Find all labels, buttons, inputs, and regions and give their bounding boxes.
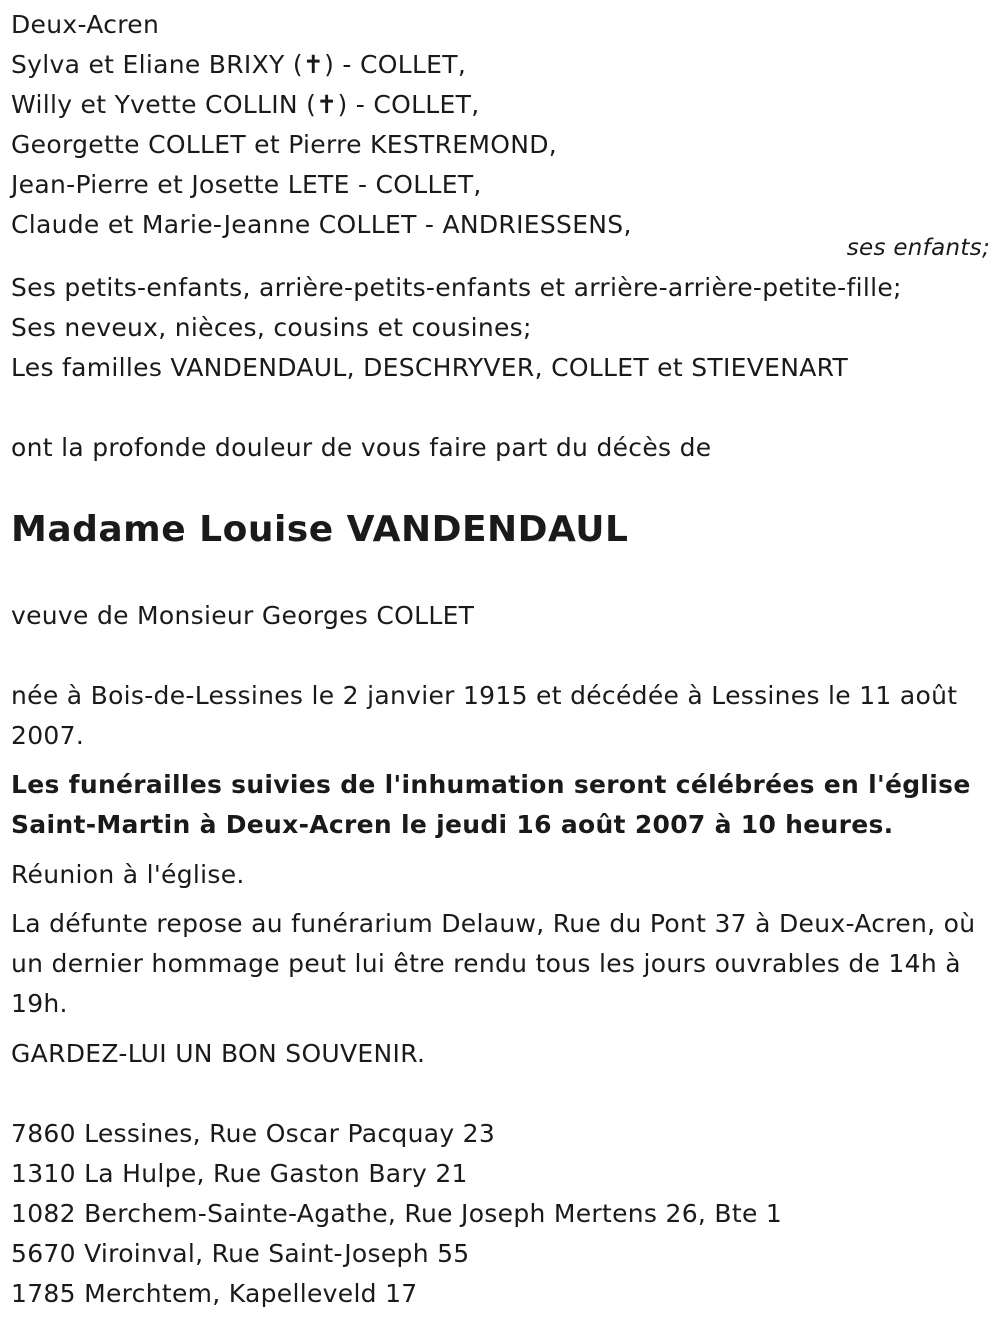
funeral-ceremony-text: Les funérailles suivies de l'inhumation seront célébrées en l'église Saint-Martin à Deux-Acren le jeudi 16 août 2007 à 10 heures. (11, 770, 971, 839)
address-line: 7860 Lessines, Rue Oscar Pacquay 23 (11, 1119, 496, 1148)
child-line: Georgette COLLET et Pierre KESTREMOND, (11, 130, 557, 159)
child-line: Sylva et Eliane BRIXY (✝) - COLLET, (11, 50, 467, 79)
announcement-block (11, 428, 978, 468)
family-line: Ses petits-enfants, arrière-petits-enfants et arrière-arrière-petite-fille; (11, 273, 902, 302)
meeting-text: Réunion à l'église. (11, 860, 245, 889)
addresses-block (11, 1114, 978, 1314)
children-role: ses enfants; (846, 235, 990, 261)
child-line: Jean-Pierre et Josette LETE - COLLET, (11, 170, 482, 199)
widow-block (11, 596, 978, 636)
child-line: Claude et Marie-Jeanne COLLET - ANDRIESSENS, (11, 210, 632, 239)
address-line: 5670 Viroinval, Rue Saint-Joseph 55 (11, 1239, 470, 1268)
address-line: 1310 La Hulpe, Rue Gaston Bary 21 (11, 1159, 468, 1188)
child-line: Willy et Yvette COLLIN (✝) - COLLET, (11, 90, 480, 119)
family-line: Les familles VANDENDAUL, DESCHRYVER, COLLET et STIEVENART (11, 353, 849, 382)
resting-text: La défunte repose au funérarium Delauw, Rue du Pont 37 à Deux-Acren, où un dernier hommage peut lui être rendu tous les jours ouvrables de 14h à 19h. (11, 909, 976, 1018)
family-block (11, 268, 978, 388)
widow-of-text: veuve de Monsieur Georges COLLET (11, 601, 475, 630)
address-line: 1082 Berchem-Sainte-Agathe, Rue Joseph Mertens 26, Bte 1 (11, 1199, 783, 1228)
place-line: Deux-Acren (11, 10, 160, 39)
deceased-name: Madame Louise VANDENDAUL (11, 509, 629, 550)
family-line: Ses neveux, nièces, cousins et cousines; (11, 313, 532, 342)
closing-block (11, 1034, 978, 1074)
children-block (11, 5, 978, 245)
address-line: 1785 Merchtem, Kapelleveld 17 (11, 1279, 418, 1308)
closing-text: GARDEZ-LUI UN BON SOUVENIR. (11, 1039, 426, 1068)
meeting-block (11, 855, 978, 895)
birth-death-text: née à Bois-de-Lessines le 2 janvier 1915 et décédée à Lessines le 11 août 2007. (11, 681, 958, 750)
announcement-text: ont la profonde douleur de vous faire part du décès de (11, 433, 712, 462)
